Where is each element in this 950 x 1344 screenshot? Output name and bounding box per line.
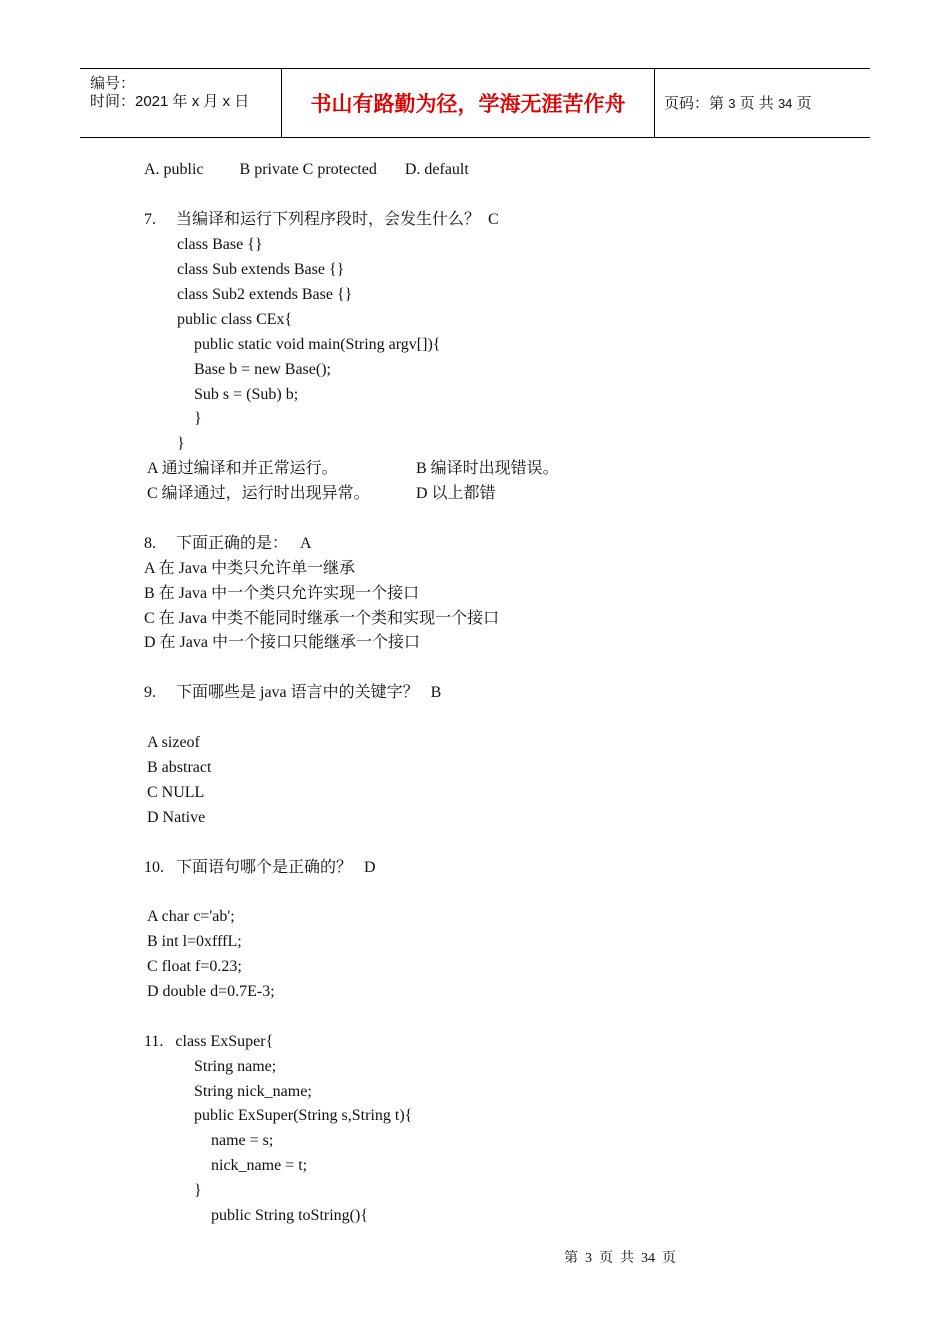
number-label: 编号：	[90, 75, 136, 92]
option-b: B 编译时出现错误。	[416, 460, 559, 477]
code-line: Sub s = (Sub) b;	[194, 386, 299, 403]
code-line: String nick_name;	[194, 1083, 312, 1100]
option-a: A sizeof	[147, 734, 200, 751]
page-mid: 页 共	[739, 95, 774, 112]
code-line: }	[194, 1182, 202, 1199]
time-label: 时间：2021 年 x 月 x 日	[90, 93, 250, 110]
option-b: B 在 Java 中一个类只允许实现一个接口	[144, 585, 420, 602]
code-line: String name;	[194, 1058, 277, 1075]
q11-question: 11. class ExSuper{	[144, 1033, 274, 1050]
option-d: D 在 Java 中一个接口只能继承一个接口	[144, 634, 420, 651]
header-page-info	[664, 69, 812, 137]
code-line: Base b = new Base();	[194, 361, 331, 378]
page-suffix: 页	[796, 95, 812, 112]
option-b: B int l=0xfffL;	[147, 933, 242, 950]
code-line: nick_name = t;	[211, 1157, 308, 1174]
page-number: 3	[728, 96, 736, 111]
option-a: A 在 Java 中类只允许单一继承	[144, 560, 356, 577]
option-b: B abstract	[147, 759, 212, 776]
option-c: C float f=0.23;	[147, 958, 242, 975]
code-line: class Sub2 extends Base {}	[177, 286, 353, 303]
option-a: A 通过编译和并正常运行。	[147, 460, 338, 477]
option-d: D double d=0.7E-3;	[147, 983, 275, 1000]
q9-question: 9. 下面哪些是 java 语言中的关键字？ B	[144, 684, 442, 701]
code-line: class Sub extends Base {}	[177, 261, 345, 278]
option-d: D Native	[147, 809, 206, 826]
code-line: name = s;	[211, 1132, 274, 1149]
option-c: C 编译通过，运行时出现异常。	[147, 485, 370, 502]
q7-question: 7. 当编译和运行下列程序段时，会发生什么？ C	[144, 211, 499, 228]
q6-options: A. public B private C protected D. default	[144, 161, 469, 178]
code-line: public static void main(String argv[]){	[194, 336, 441, 353]
header-meta	[80, 69, 282, 137]
code-line: class Base {}	[177, 236, 263, 253]
page-total: 34	[777, 96, 793, 111]
page-prefix: 页码：第	[664, 95, 725, 112]
page-header	[80, 68, 870, 138]
header-motto: 书山有路勤为径，学海无涯苦作舟	[282, 69, 655, 137]
page-footer: 第 3 页 共 34 页	[564, 1251, 676, 1266]
code-line: public String toString(){	[211, 1207, 369, 1224]
option-c: C NULL	[147, 784, 205, 801]
code-line: }	[194, 410, 202, 427]
code-line: public ExSuper(String s,String t){	[194, 1107, 413, 1124]
option-a: A char c='ab';	[147, 908, 235, 925]
option-d: D 以上都错	[416, 485, 496, 502]
code-line: }	[177, 435, 185, 452]
code-line: public class CEx{	[177, 311, 293, 328]
q10-question: 10. 下面语句哪个是正确的？ D	[144, 859, 376, 876]
q8-question: 8. 下面正确的是： A	[144, 535, 312, 552]
option-c: C 在 Java 中类不能同时继承一个类和实现一个接口	[144, 610, 500, 627]
